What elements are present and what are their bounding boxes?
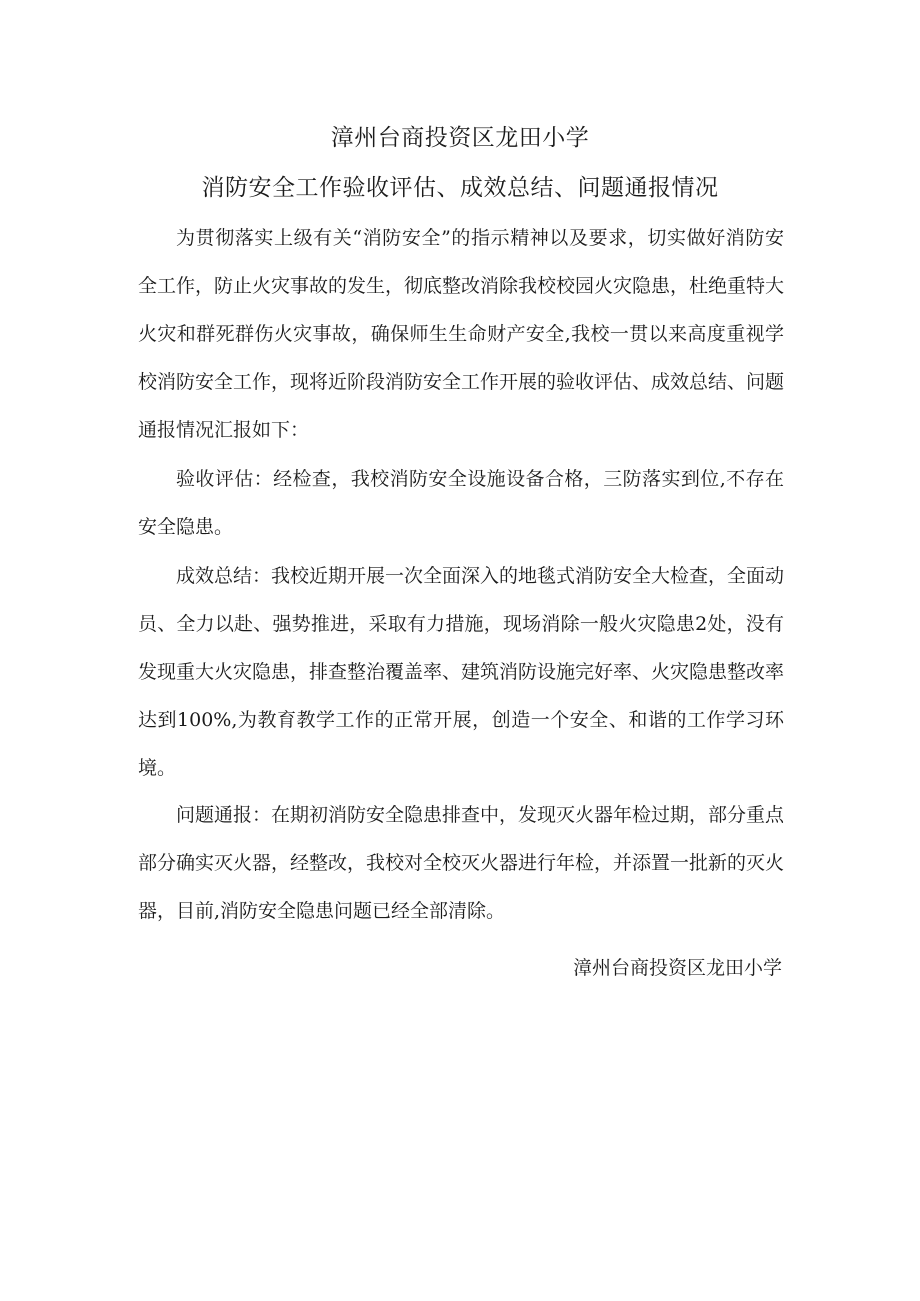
- paragraph-introduction: 为贯彻落实上级有关“消防安全”的指示精神以及要求，切实做好消防安全工作，防止火灾事故的发生，彻底整改消除我校校园火灾隐患，杜绝重特大火灾和群死群伤火灾事故，确保师生生命财产安全,我校一贯以来高度重视学校消防安全工作，现将近阶段消防安全工作开展的验收评估、成效总结、问题通报情况汇报如下：: [138, 227, 785, 441]
- document-title-report: 消防安全工作验收评估、成效总结、问题通报情况: [201, 175, 719, 201]
- paragraph-results-summary: 成效总结：我校近期开展一次全面深入的地毯式消防安全大检查，全面动员、全力以赴、强势推进，采取有力措施，现场消除一般火灾隐患2处，没有发现重大火灾隐患，排查整治覆盖率、建筑消防设施完好率、火灾隐患整改率达到100%,为教育教学工作的正常开展，创造一个安全、和谐的工作学习环境。: [138, 565, 785, 779]
- document-signature: 漳州台商投资区龙田小学: [572, 957, 782, 979]
- document-title-school: 漳州台商投资区龙田小学: [330, 125, 590, 151]
- paragraph-problem-report: 问题通报：在期初消防安全隐患排查中，发现灭火器年检过期，部分重点部分确实灭火器，经整改，我校对全校灭火器进行年检，并添置一批新的灭火器，目前,消防安全隐患问题已经全部清除。: [138, 804, 785, 922]
- paragraph-acceptance-evaluation: 验收评估：经检查，我校消防安全设施设备合格，三防落实到位,不存在安全隐患。: [138, 468, 784, 538]
